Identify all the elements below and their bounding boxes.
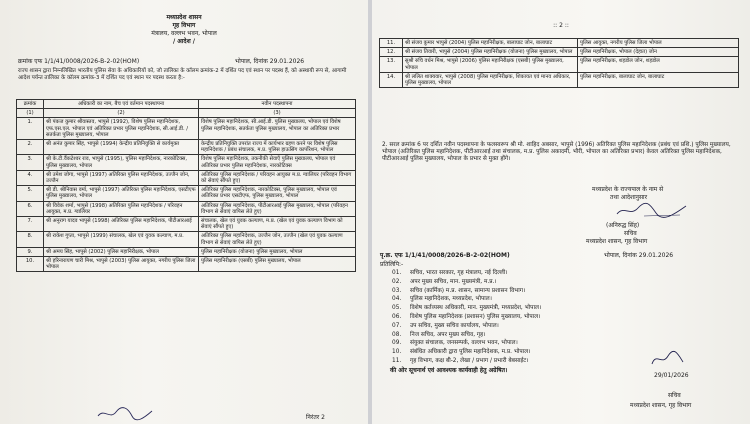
table-row [17,257,356,272]
gov-heading: मध्यप्रदेश शासन [166,14,202,21]
order-label: / आदेश / [173,38,195,45]
table-cell-posting: पुलिस महानिरीक्षक (योजना) पुलिस मुख्यालय, भोपाल [199,247,356,256]
copy-number: पृ.क्र. एफ 1/1/41/0008/2026-B-2-02(HOM) [380,252,510,259]
table-cell-posting: पुलिस आयुक्त, नगरीय पुलिस जिला भोपाल [578,39,739,48]
table-cell-no: 5. [17,186,44,201]
list-item [392,269,732,278]
table-row [17,155,356,170]
table-cell-officer: श्री विवेक शर्मा, भापुसे (1998) अतिरिक्त पुलिस महानिदेशक / परिवहन आयुक्त, म.प्र. ग्वालियर [44,201,199,216]
table-cell-no: 12. [380,48,403,57]
table-cell-officer: श्री के.टी.वैंकटेश्वर राव, भापुसे (1995), पुलिस महानिदेशक, नारकोटिक्स, पुलिस मुख्यालय, भोपाल [44,155,199,170]
table-cell-no: 6. [17,201,44,216]
table-cell-posting: विशेष पुलिस महानिदेशक, सी.आई.डी. पुलिस मुख्यालय, भोपाल एवं विशेष पुलिस महानिदेशक, सतर्कता पुलिस मुख्यालय, भोपाल का अतिरिक्त प्रभार [199,118,356,140]
table-row [17,118,356,140]
col-sub-1: (1) [17,109,44,118]
table-cell-no: 13. [380,57,403,72]
signature-date: 29/01/2026 [654,372,689,379]
table-cell-no: 2. [17,140,44,155]
paragraph-2: 2. सरल क्रमांक 6 पर दर्शित नवीन पदस्थापना के फलस्वरूप श्री मो. शाहिद अबसार, भापुसे (1996) अतिरिक्त पुलिस महानिदेशक (प्रबंध एवं प्रशि.) पुलिस मुख्यालय, भोपाल (अतिरिक्त पुलिस महानिदेशक, पीटीआरआई तथा संचालक, म.प्र. पुलिस अकादमी, भौरी, भोपाल का अतिरिक्त प्रभार) केवल अतिरिक्त पुलिस महानिदेशक, पीटीआरआई पुलिस मुख्यालय, भोपाल के प्रभार से मुक्त होंगे। [382,142,731,163]
order-date: भोपाल, दिनांक 29.01.2026 [235,58,305,65]
governor-line-2: तथा आदेशानुसार [610,194,648,201]
list-item-number: 07. [392,322,402,329]
list-item [392,295,732,304]
signatory-dept: मध्यप्रदेश शासन, गृह विभाग [586,238,648,245]
table-cell-officer: श्री उमेश जोगा, भापुसे (1997) अतिरिक्त पुलिस महानिदेशक, उज्जैन जोन, उज्जैन [44,170,199,185]
list-item [392,278,732,287]
continued-note: निरंतर 2 [306,414,325,421]
table-cell-no: 1. [17,118,44,140]
table-cell-no: 4. [17,170,44,185]
table-cell-no: 14. [380,72,403,87]
table-cell-posting: अतिरिक्त पुलिस महानिदेशक, नारकोटिक्स, पुलिस मुख्यालय, भोपाल एवं अतिरिक्त प्रभार एसटीएफ, पुलिस मुख्यालय, भोपाल [199,186,356,201]
table-row [380,39,739,48]
list-item [392,339,732,348]
list-item-number: 04. [392,296,402,303]
list-item-text: निज सचिव, अपर मुख्य सचिव, गृह। [410,331,486,338]
list-item [392,313,732,322]
table-cell-posting: केन्द्रीय प्रतिनियुक्ति उपरांत राज्य में कार्यभार ग्रहण करने पर विशेष पुलिस महानिदेशक / प्रबंध संचालक, म.प्र. पुलिस हाऊसिंग कार्पोरेशन, भोपाल [199,140,356,155]
table-cell-officer: श्री पंकज कुमार श्रीवास्तव, भापुसे (1992), विशेष पुलिस महानिदेशक, एफ.एस.एल. भोपाल एवं अतिरिक्त प्रभार पुलिस महानिदेशक, सी.आई.डी. / सतर्कता पुलिस मुख्यालय, भोपाल [44,118,199,140]
table-cell-officer: श्री ललित शाक्यवार, भापुसे (2008) पुलिस महानिरीक्षक, शिकायत एवं मानव अधिकार, पुलिस मुख्यालय, भोपाल [403,72,578,87]
intro-paragraph: राज्य शासन द्वारा निम्नलिखित भारतीय पुलिस सेवा के अधिकारियों को, जो तालिका के कॉलम क्रमांक-2 में दर्शित पद एवं स्थान पर पदस्थ हैं, को अस्थायी रूप से, आगामी आदेश पर्यन्त तालिका के कॉलम क्रमांक-3 में दर्शित पद एवं स्थान पर पदस्थ करता है:- [18,68,347,81]
table-row [17,140,356,155]
posting-table [16,99,356,272]
order-number: क्रमांक एफ 1/1/41/0008/2026-B-2-02(HOM) [18,58,140,65]
list-item-number: 10. [392,349,402,356]
copy-to-label: प्रतिलिपि:- [380,261,404,268]
table-cell-officer: श्री अमय सिंह, भापुसे (2002) पुलिस महानिरीक्षक, भोपाल [44,247,199,256]
table-cell-officer: श्री हरिनारायण चारी मिश्र, भापुसे (2003) पुलिस आयुक्त, नगरीय पुलिस जिला भोपाल [44,257,199,272]
list-item-number: 06. [392,313,402,320]
handwritten-signature [614,202,690,224]
col-header-posting: नवीन पदस्थापना [199,100,356,109]
list-item-number: 11. [392,357,402,364]
table-cell-no: 11. [380,39,403,48]
table-row [17,170,356,185]
table-cell-posting: अतिरिक्त पुलिस महानिदेशक, पीटीआरआई पुलिस मुख्यालय, भोपाल (परिवहन विभाग से सेवाएं वापिस लेते हुए) [199,201,356,216]
table-cell-posting: पुलिस महानिरीक्षक (एसबी) पुलिस मुख्यालय, भोपाल [199,257,356,272]
table-cell-officer: सुश्री रुचि वर्धन मिश्र, भापुसे (2006) पुलिस महानिरीक्षक (एसबी) पुलिस मुख्यालय, भोपाल [403,57,578,72]
col-sub-3: (3) [199,109,356,118]
table-cell-posting: पुलिस महानिरीक्षक, बालाघाट जोन, बालाघाट [578,72,739,87]
list-item-number: 01. [392,270,402,276]
list-item-text: विशेष पुलिस महानिदेशक (प्रशासन) पुलिस मुख्यालय, भोपाल। [410,313,541,320]
signatory-name: (अनिरुद्ध सिंह) [606,222,640,229]
copy-date: भोपाल, दिनांक 29.01.2026 [604,252,674,259]
table-cell-no: 9. [17,247,44,256]
table-cell-posting: पुलिस महानिरीक्षक, भोपाल (देहात) जोन [578,48,739,57]
signatory-title: सचिव [624,230,637,237]
table-row [17,232,356,247]
table-row [17,201,356,216]
table-cell-officer: श्री संजय कुमार भापुसे (2004) पुलिस महानिरीक्षक, बालाघाट जोन, बालाघाट [403,39,578,48]
table-cell-posting: विशेष पुलिस महानिदेशक, तकनीकी सेवाएँ पुलिस मुख्यालय, भोपाल एवं अतिरिक्त प्रभार पुलिस महानिदेशक, नारकोटिक्स [199,155,356,170]
table-cell-officer: श्री संजय तिवारी, भापुसे (2004) पुलिस महानिरीक्षक (योजना) पुलिस मुख्यालय, भोपाल [403,48,578,57]
list-item-text: विशेष कर्तव्यस्थ अधिकारी, मान. मुख्यमंत्री, मध्यप्रदेश, भोपाल। [410,305,542,312]
list-item [392,322,732,331]
signatory-title-2: सचिव [668,392,681,399]
list-item-text: पुलिस महानिदेशक, मध्यप्रदेश, भोपाल। [410,296,492,303]
table-cell-posting: अतिरिक्त पुलिस महानिदेशक / परिवहन आयुक्त म.प्र. ग्वालियर (परिवहन विभाग को सेवाएं सौंपते हुए) [199,170,356,185]
table-cell-posting: संचालक, खेल एवं युवक कल्याण, म.प्र. (खेल एवं युवक कल्याण विभाग को सेवाएं सौंपते हुए) [199,217,356,232]
governor-line: मध्यप्रदेश के राज्यपाल के नाम से [592,186,664,193]
list-item-text: संबंधित अधिकारी द्वारा पुलिस महानिदेशक, म.प्र. भोपाल। [410,349,531,356]
table-row [380,48,739,57]
list-item-text: संयुक्त संचालक, जनसम्पर्क, वल्लभ भवन, भोपाल। [410,340,518,347]
table-row [17,247,356,256]
table-cell-officer: श्री अनुराग यादव भापुसे (1998) अतिरिक्त पुलिस महानिदेशक, पीटीआरआई [44,217,199,232]
list-item [392,304,732,313]
page-number: :: 2 :: [553,22,569,29]
action-line: की ओर सूचनार्थ एवं आवश्यक कार्यवाही हेतु अग्रेषित। [390,367,508,374]
table-row [380,57,739,72]
list-item-text: अपर मुख्य सचिव, मान. मुख्यमंत्री, म.प्र.। [410,278,497,285]
list-item [392,287,732,296]
list-item [392,331,732,340]
list-item-text: सचिव (कार्मिक) म.प्र. शासन, सामान्य प्रशासन विभाग। [410,287,526,294]
list-item-text: सचिव, भारत सरकार, गृह मंत्रालय, नई दिल्ली। [410,270,508,276]
document-page-1 [0,0,368,424]
dept-heading: गृह विभाग [172,22,196,29]
posting-table-continued [379,38,739,88]
list-item-number: 05. [392,305,402,312]
list-item-number: 08. [392,331,402,338]
table-cell-posting: पुलिस महानिरीक्षक, शहडोल जोन, शहडोल [578,57,739,72]
list-item-number: 03. [392,287,402,294]
table-cell-officer: श्री अनंत कुमार सिंह, भापुसे (1994) केन्द्रीय प्रतिनियुक्ति से कार्यमुक्त [44,140,199,155]
table-cell-no: 8. [17,232,44,247]
table-cell-officer: श्री राकेश गुप्ता, भापुसे (1999) संचालक, खेल एवं युवक कल्याण, म.प्र. [44,232,199,247]
table-cell-no: 10. [17,257,44,272]
document-page-2 [372,0,750,424]
handwritten-signature [650,350,686,372]
list-item-number: 02. [392,278,402,285]
table-row [17,186,356,201]
address-line: मंत्रालय, वल्लभ भवन, भोपाल [151,30,217,37]
col-header-officer: अधिकारी का नाम, बैच एवं वर्तमान पदस्थापना [44,100,199,109]
handwritten-signature [96,406,156,424]
list-item-text: उप सचिव, मुख्य सचिव कार्यालय, भोपाल। [410,322,499,329]
signatory-dept-2: मध्यप्रदेश शासन, गृह विभाग [630,402,692,409]
list-item-text: गृह विभाग, कक्ष बी-2, लेखा / प्रभाग / प्रभारी बेबसाईट। [410,357,529,364]
table-cell-posting: अतिरिक्त पुलिस महानिदेशक, उज्जैन जोन, उज्जैन (खेल एवं युवक कल्याण विभाग से सेवाएं वापिस लेते हुए) [199,232,356,247]
table-row [17,217,356,232]
list-item-number: 09. [392,340,402,347]
table-cell-officer: श्री डी. श्रीनिवास वर्मा, भापुसे (1997) अतिरिक्त पुलिस महानिदेशक, एसटीएफ पुलिस मुख्यालय, भोपाल [44,186,199,201]
table-row [380,72,739,87]
table-cell-no: 7. [17,217,44,232]
col-sub-2: (2) [44,109,199,118]
col-header-no: क्रमांक [17,100,44,109]
table-cell-no: 3. [17,155,44,170]
